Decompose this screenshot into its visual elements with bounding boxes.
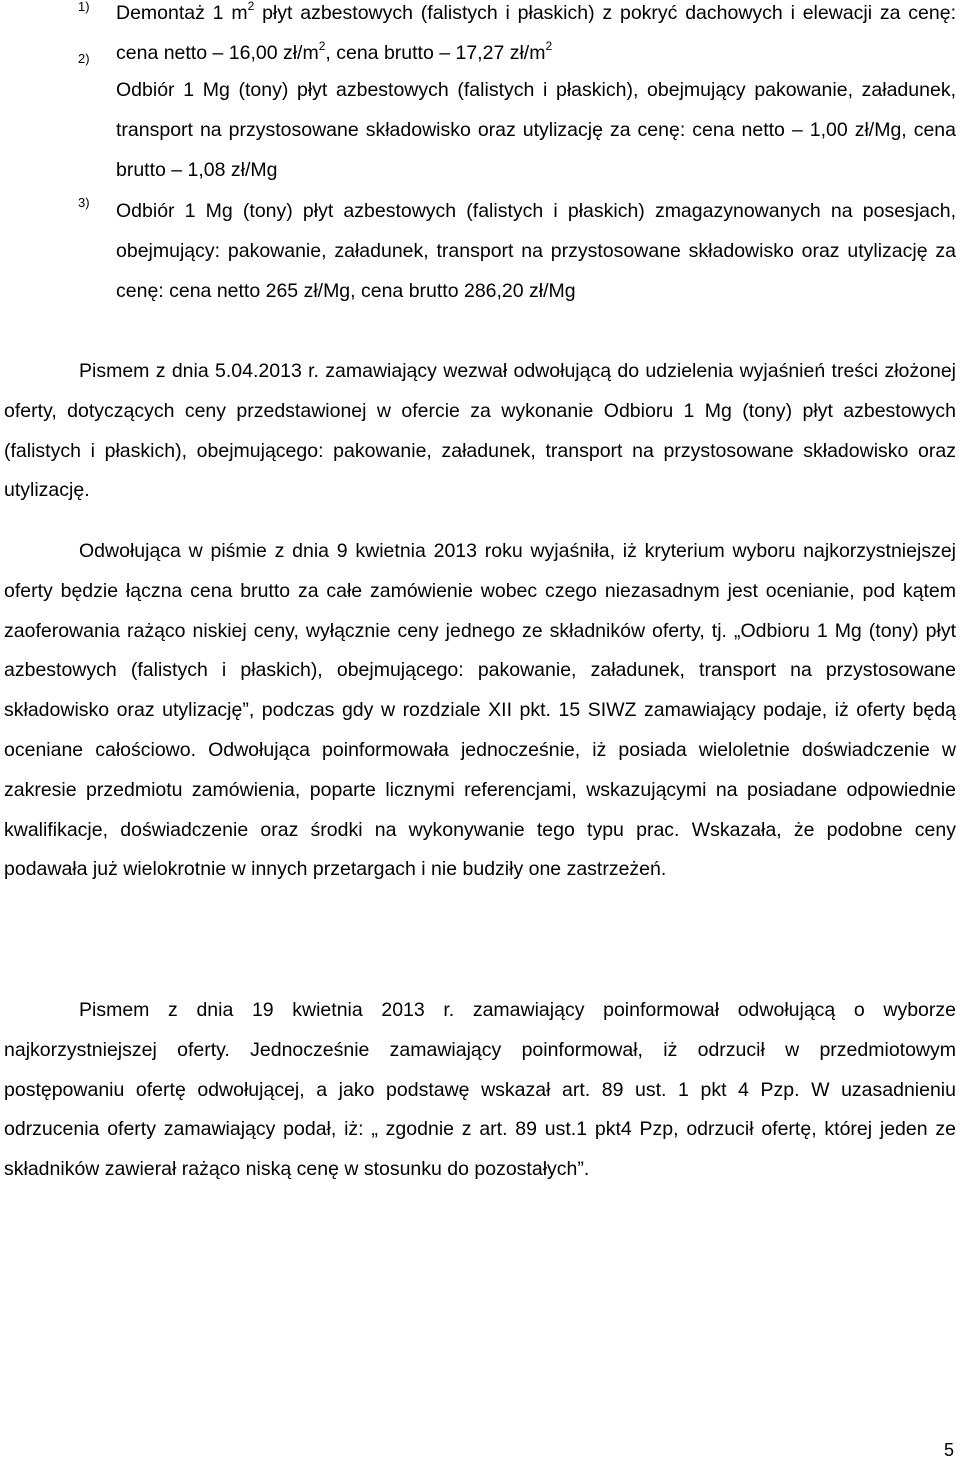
paragraph-2: Odwołująca w piśmie z dnia 9 kwietnia 2013 roku wyjaśniła, iż kryterium wyboru najkorzystniejszej oferty będzie łączna cena brutto za całe zamówienie wobec czego niezasadnym jest ocenianie, pod kątem zaoferowania rażąco niskiej ceny, wyłącznie ceny jednego ze składników oferty, tj. „Odbioru 1 Mg (tony) płyt azbestowych (falistych i płaskich), obejmującego: pakowanie, załadunek, transport na przystosowane składowisko oraz utylizację”, podczas gdy w rozdziale XII pkt. 15 SIWZ zamawiający podaje, iż oferty będą oceniane całościowo. Odwołująca poinformowała jednocześnie, iż posiada wieloletnie doświadczenie w zakresie przedmiotu zamówienia, poparte licznymi referencjami, wskazującymi na posiadane odpowiednie kwalifikacje, doświadczenie oraz środki na wykonywanie tego typu prac. Wskazała, że podobne ceny podawała już wielokrotnie w innych przetargach i nie budziły one zastrzeżeń.	[4, 540, 956, 881]
list-marker: 1)	[78, 0, 90, 14]
list-item-text: Odbiór 1 Mg (tony) płyt azbestowych (falistych i płaskich) zmagazynowanych na posesjach, obejmujący: pakowanie, załadunek, transport na przystosowane składowisko oraz utylizację za cenę: cena netto 265 zł/Mg, cena brutto 286,20 zł/Mg	[116, 200, 956, 302]
list-item-text: Odbiór 1 Mg (tony) płyt azbestowych (falistych i płaskich), obejmujący pakowanie, załadunek, transport na przystosowane składowisko oraz utylizację za cenę: cena netto – 1,00 zł/Mg, cena brutto – 1,08 zł/Mg	[116, 79, 956, 181]
list-marker: 2)	[78, 51, 90, 66]
paragraph-3: Pismem z dnia 19 kwietnia 2013 r. zamawiający poinformował odwołującą o wyborze najkorzystniejszej oferty. Jednocześnie zamawiający poinformował, iż odrzucił w przedmiotowym postępowaniu ofertę odwołującej, a jako podstawę wskazał art. 89 ust. 1 pkt 4 Pzp. W uzasadnieniu odrzucenia oferty zamawiający podał, iż: „ zgodnie z art. 89 ust.1 pkt4 Pzp, odrzucił ofertę, której jeden ze składników zawierał rażąco niską cenę w stosunku do pozostałych”.	[4, 999, 956, 1181]
list-marker: 3)	[78, 195, 90, 210]
list-item-text: Demontaż 1 $m^2$ płyt azbestowych (falistych i płaskich) z pokryć dachowych i elewacji za cenę: cena netto – 16,00 $zł/m^2$, cena brutto – 17,27 $zł/m^2$	[116, 0, 956, 64]
paragraph-1: Pismem z dnia 5.04.2013 r. zamawiający wezwał odwołującą do udzielenia wyjaśnień treści złożonej oferty, dotyczących ceny przedstawionej w ofercie za wykonanie Odbioru 1 Mg (tony) płyt azbestowych (falistych i płaskich), obejmującego: pakowanie, załadunek, transport na przystosowane składowisko oraz utylizację.	[4, 360, 956, 502]
page-number: 5	[943, 1440, 954, 1460]
